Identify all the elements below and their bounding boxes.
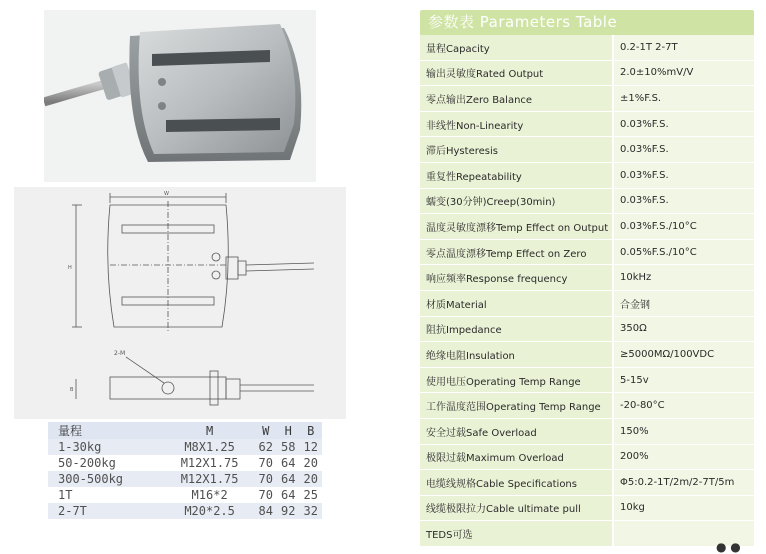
- param-key: 材质Material: [420, 290, 613, 316]
- dim-label-b: B: [70, 387, 74, 393]
- technical-drawing: [14, 187, 346, 419]
- param-value: 5-15v: [613, 367, 754, 393]
- dim-cell: M12X1.75: [165, 471, 255, 487]
- table-row: [420, 316, 754, 342]
- table-row: [420, 393, 754, 419]
- param-key: 绝缘电阻Insulation: [420, 342, 613, 368]
- param-value: -20-80°C: [613, 393, 754, 419]
- param-key: 工作温度范围Operating Temp Range: [420, 393, 613, 419]
- param-key: 使用电压Operating Temp Range: [420, 367, 613, 393]
- table-row: [420, 342, 754, 368]
- table-row: [420, 470, 754, 496]
- product-photo: [44, 10, 316, 182]
- param-key: 极限过载Maximum Overload: [420, 444, 613, 470]
- dim-header-b: B: [299, 422, 322, 439]
- param-key: 安全过载Safe Overload: [420, 418, 613, 444]
- dim-header-m: M: [165, 422, 255, 439]
- dimensions-table: [48, 422, 322, 519]
- parameters-panel: [420, 10, 754, 547]
- dim-header-h: H: [277, 422, 299, 439]
- dim-cell: 64: [281, 456, 296, 470]
- param-value: 0.03%F.S.: [613, 111, 754, 137]
- dim-header-range: 量程: [48, 422, 165, 439]
- param-value: 350Ω: [613, 316, 754, 342]
- param-value: 10kHz: [613, 265, 754, 291]
- param-key: 响应频率Response frequency: [420, 265, 613, 291]
- dim-cell: M20*2.5: [165, 503, 255, 519]
- dim-cell: 70: [255, 471, 277, 487]
- table-row: [420, 162, 754, 188]
- dim-cell: M12X1.75: [180, 456, 239, 470]
- param-value: 0.2-1T 2-7T: [613, 35, 754, 60]
- param-value: 0.03%F.S.: [613, 137, 754, 163]
- param-key: 电缆线规格Cable Specifications: [420, 470, 613, 496]
- parameters-title: 参数表 Parameters Table: [420, 10, 754, 35]
- table-row: [420, 418, 754, 444]
- table-row: [48, 503, 322, 519]
- table-row: [420, 111, 754, 137]
- param-key: 蠕变(30分钟)Creep(30min): [420, 188, 613, 214]
- dim-label-w: W: [164, 191, 169, 197]
- table-row: [48, 439, 322, 455]
- dim-cell: 58: [277, 439, 299, 455]
- dim-header-w: W: [255, 422, 277, 439]
- dim-cell: 2-7T: [48, 503, 165, 519]
- param-value: 0.03%F.S.: [613, 162, 754, 188]
- param-value: 200%: [613, 444, 754, 470]
- param-value: 150%: [613, 418, 754, 444]
- dim-cell: 50-200kg: [58, 456, 116, 470]
- param-key: TEDS可选: [420, 521, 613, 547]
- table-row: [420, 214, 754, 240]
- table-row: [48, 487, 322, 503]
- param-value: 合金钢: [613, 290, 754, 316]
- param-value: 2.0±10%mV/V: [613, 60, 754, 86]
- param-key: 重复性Repeatability: [420, 162, 613, 188]
- dim-cell: 92: [277, 503, 299, 519]
- dim-cell: 64: [281, 488, 296, 502]
- param-key: 线缆极限拉力Cable ultimate pull: [420, 495, 613, 521]
- param-key: 零点温度漂移Temp Effect on Zero: [420, 239, 613, 265]
- s-type-load-cell-image: [44, 10, 316, 182]
- dim-cell: 64: [277, 471, 299, 487]
- table-row: [420, 35, 754, 60]
- table-row: [48, 455, 322, 471]
- dim-cell: 20: [299, 471, 322, 487]
- param-key: 阻抗Impedance: [420, 316, 613, 342]
- dim-cell: 84: [255, 503, 277, 519]
- table-row: [420, 495, 754, 521]
- param-value: ≥5000MΩ/100VDC: [613, 342, 754, 368]
- dim-cell: 32: [299, 503, 322, 519]
- param-value: 0.03%F.S.: [613, 188, 754, 214]
- param-value: 0.03%F.S./10°C: [613, 214, 754, 240]
- param-key: 量程Capacity: [420, 35, 613, 60]
- param-value: Φ5:0.2-1T/2m/2-7T/5m: [613, 470, 754, 496]
- dimensions-header-row: [48, 422, 322, 439]
- dim-cell: 1T: [58, 488, 73, 502]
- param-key: 温度灵敏度漂移Temp Effect on Output: [420, 214, 613, 240]
- table-row: [420, 239, 754, 265]
- dim-cell: 300-500kg: [48, 471, 165, 487]
- dim-cell: 70: [258, 488, 273, 502]
- dim-cell: 62: [255, 439, 277, 455]
- dim-cell: 70: [258, 456, 273, 470]
- param-key: 零点输出Zero Balance: [420, 86, 613, 112]
- param-key: 滞后Hysteresis: [420, 137, 613, 163]
- param-value: ±1%F.S.: [613, 86, 754, 112]
- param-value: 0.05%F.S./10°C: [613, 239, 754, 265]
- param-value: 10kg: [613, 495, 754, 521]
- table-row: [420, 290, 754, 316]
- dim-cell: M16*2: [191, 488, 228, 502]
- table-row: [420, 137, 754, 163]
- table-row: [420, 188, 754, 214]
- param-key: 非线性Non-Linearity: [420, 111, 613, 137]
- table-row: [420, 521, 754, 547]
- dim-cell: 1-30kg: [48, 439, 165, 455]
- param-key: 输出灵敏度Rated Output: [420, 60, 613, 86]
- hole-label: 2-M: [114, 350, 126, 357]
- parameters-table: [420, 35, 754, 547]
- dim-cell: 25: [303, 488, 318, 502]
- table-row: [48, 471, 322, 487]
- table-row: [420, 60, 754, 86]
- table-row: [420, 367, 754, 393]
- table-row: [420, 444, 754, 470]
- table-row: [420, 265, 754, 291]
- dim-cell: 12: [299, 439, 322, 455]
- dim-cell: M8X1.25: [165, 439, 255, 455]
- dim-cell: 20: [303, 456, 318, 470]
- page-dots: ● ●: [716, 540, 741, 554]
- table-row: [420, 86, 754, 112]
- dim-label-h: H: [68, 265, 72, 271]
